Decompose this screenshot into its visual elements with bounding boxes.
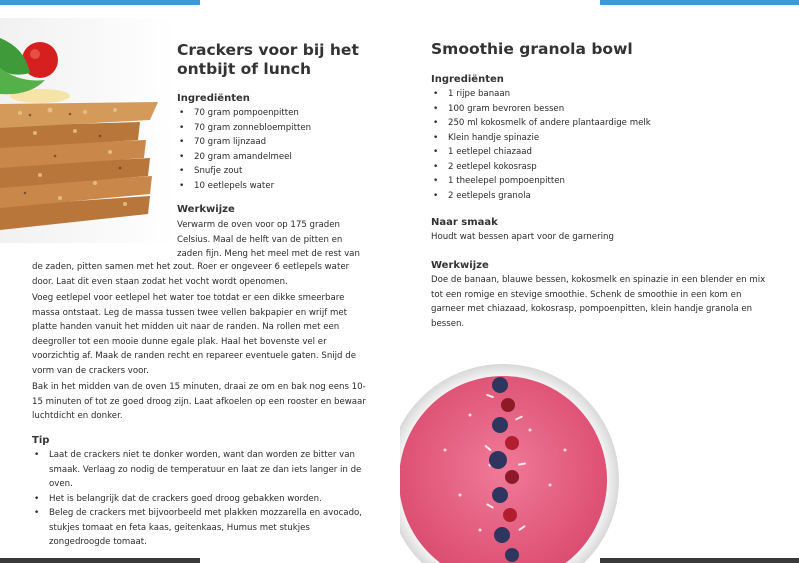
crackers-tip-heading: Tip [32,435,50,446]
page-smoothie [400,0,799,563]
crackers-method-heading: Werkwijze [177,204,235,215]
list-item: • 2 eetlepels granola [431,189,771,204]
list-item: • 2 eetlepel kokosrasp [431,160,771,175]
smoothie-ingredients-list [431,87,771,203]
crackers-title: Crackers voor bij het ontbijt of lunch [177,41,359,78]
list-item: • 1 theelepel pompoenpitten [431,174,771,189]
list-item: • Snufje zout [177,164,387,179]
smoothie-ingredients-heading: Ingrediënten [431,74,504,85]
list-item: • 70 gram pompoenpitten [177,106,387,121]
crackers-method-paragraph-1a: Verwarm de oven voor op 175 graden Celsius. Maal de helft van de pitten en zaden fijn. Meng het meel met de rest van [177,220,360,259]
list-item: • 10 eetlepels water [177,179,387,194]
list-item: • 250 ml kokosmelk of andere plantaardige melk [431,116,771,131]
smoothie-method-text: Doe de banaan, blauwe bessen, kokosmelk en spinazie in een blender en mix tot een romige en stevige smoothie. Schenk de smoothie in een kom en garneer met chiazaad, kokosrasp, pompoenpitten, klein handje granola en bessen. [431,275,766,329]
list-item: • Laat de crackers niet te donker worden, want dan worden ze bitter van smaak. Verlaag zo nodig de temperatuur en laat ze dan iets langer in de oven. [32,448,372,492]
list-item: • 20 gram amandelmeel [177,150,387,165]
crackers-method-paragraph-3: Bak in het midden van de oven 15 minuten, draai ze om en bak nog eens 10-15 minuten of tot ze goed droog zijn. Laat afkoelen op een rooster en bewaar luchtdicht en donker. [32,382,366,421]
crackers-tip-list [32,448,372,550]
crackers-method-paragraph-2: Voeg eetlepel voor eetlepel het water toe totdat er een dikke smeerbare massa ontstaat. Leg de massa tussen twee vellen bakpapier en wrijf met platte handen vanuit het midden uit naar de randen. Na rollen met een deegroller tot een mooie dunne egale plak. Haal het bovenste vel er voorzichtig af. Maak de randen recht en repareer eventuele gaten. Snijd de vorm van de crackers voor. [32,293,356,376]
smoothie-taste-text: Houdt wat bessen apart voor de garnering [431,232,614,242]
crackers-method-paragraph-1b: de zaden, pitten samen met het zout. Roer er ongeveer 6 eetlepels water door. Laat dit even staan zodat het vocht wordt openomen. [32,262,350,287]
list-item: • 1 rijpe banaan [431,87,771,102]
list-item: • Het is belangrijk dat de crackers goed droog gebakken worden. [32,492,372,507]
smoothie-title: Smoothie granola bowl [431,40,633,58]
smoothie-taste-heading: Naar smaak [431,217,498,228]
smoothie-bowl-photo [400,355,799,563]
list-item: • 70 gram zonnebloempitten [177,121,387,136]
list-item: • Klein handje spinazie [431,131,771,146]
smoothie-method-heading: Werkwijze [431,260,489,271]
list-item: • 100 gram bevroren bessen [431,102,771,117]
list-item: • 1 eetlepel chiazaad [431,145,771,160]
crackers-photo [0,18,175,243]
crackers-ingredients-heading: Ingrediënten [177,93,250,104]
list-item: • 70 gram lijnzaad [177,135,387,150]
list-item: • Beleg de crackers met bijvoorbeeld met plakken mozzarella en avocado, stukjes tomaat en feta kaas, geitenkaas, Humus met stukjes zongedroogde tomaat. [32,506,372,550]
crackers-ingredients-list [177,106,387,193]
